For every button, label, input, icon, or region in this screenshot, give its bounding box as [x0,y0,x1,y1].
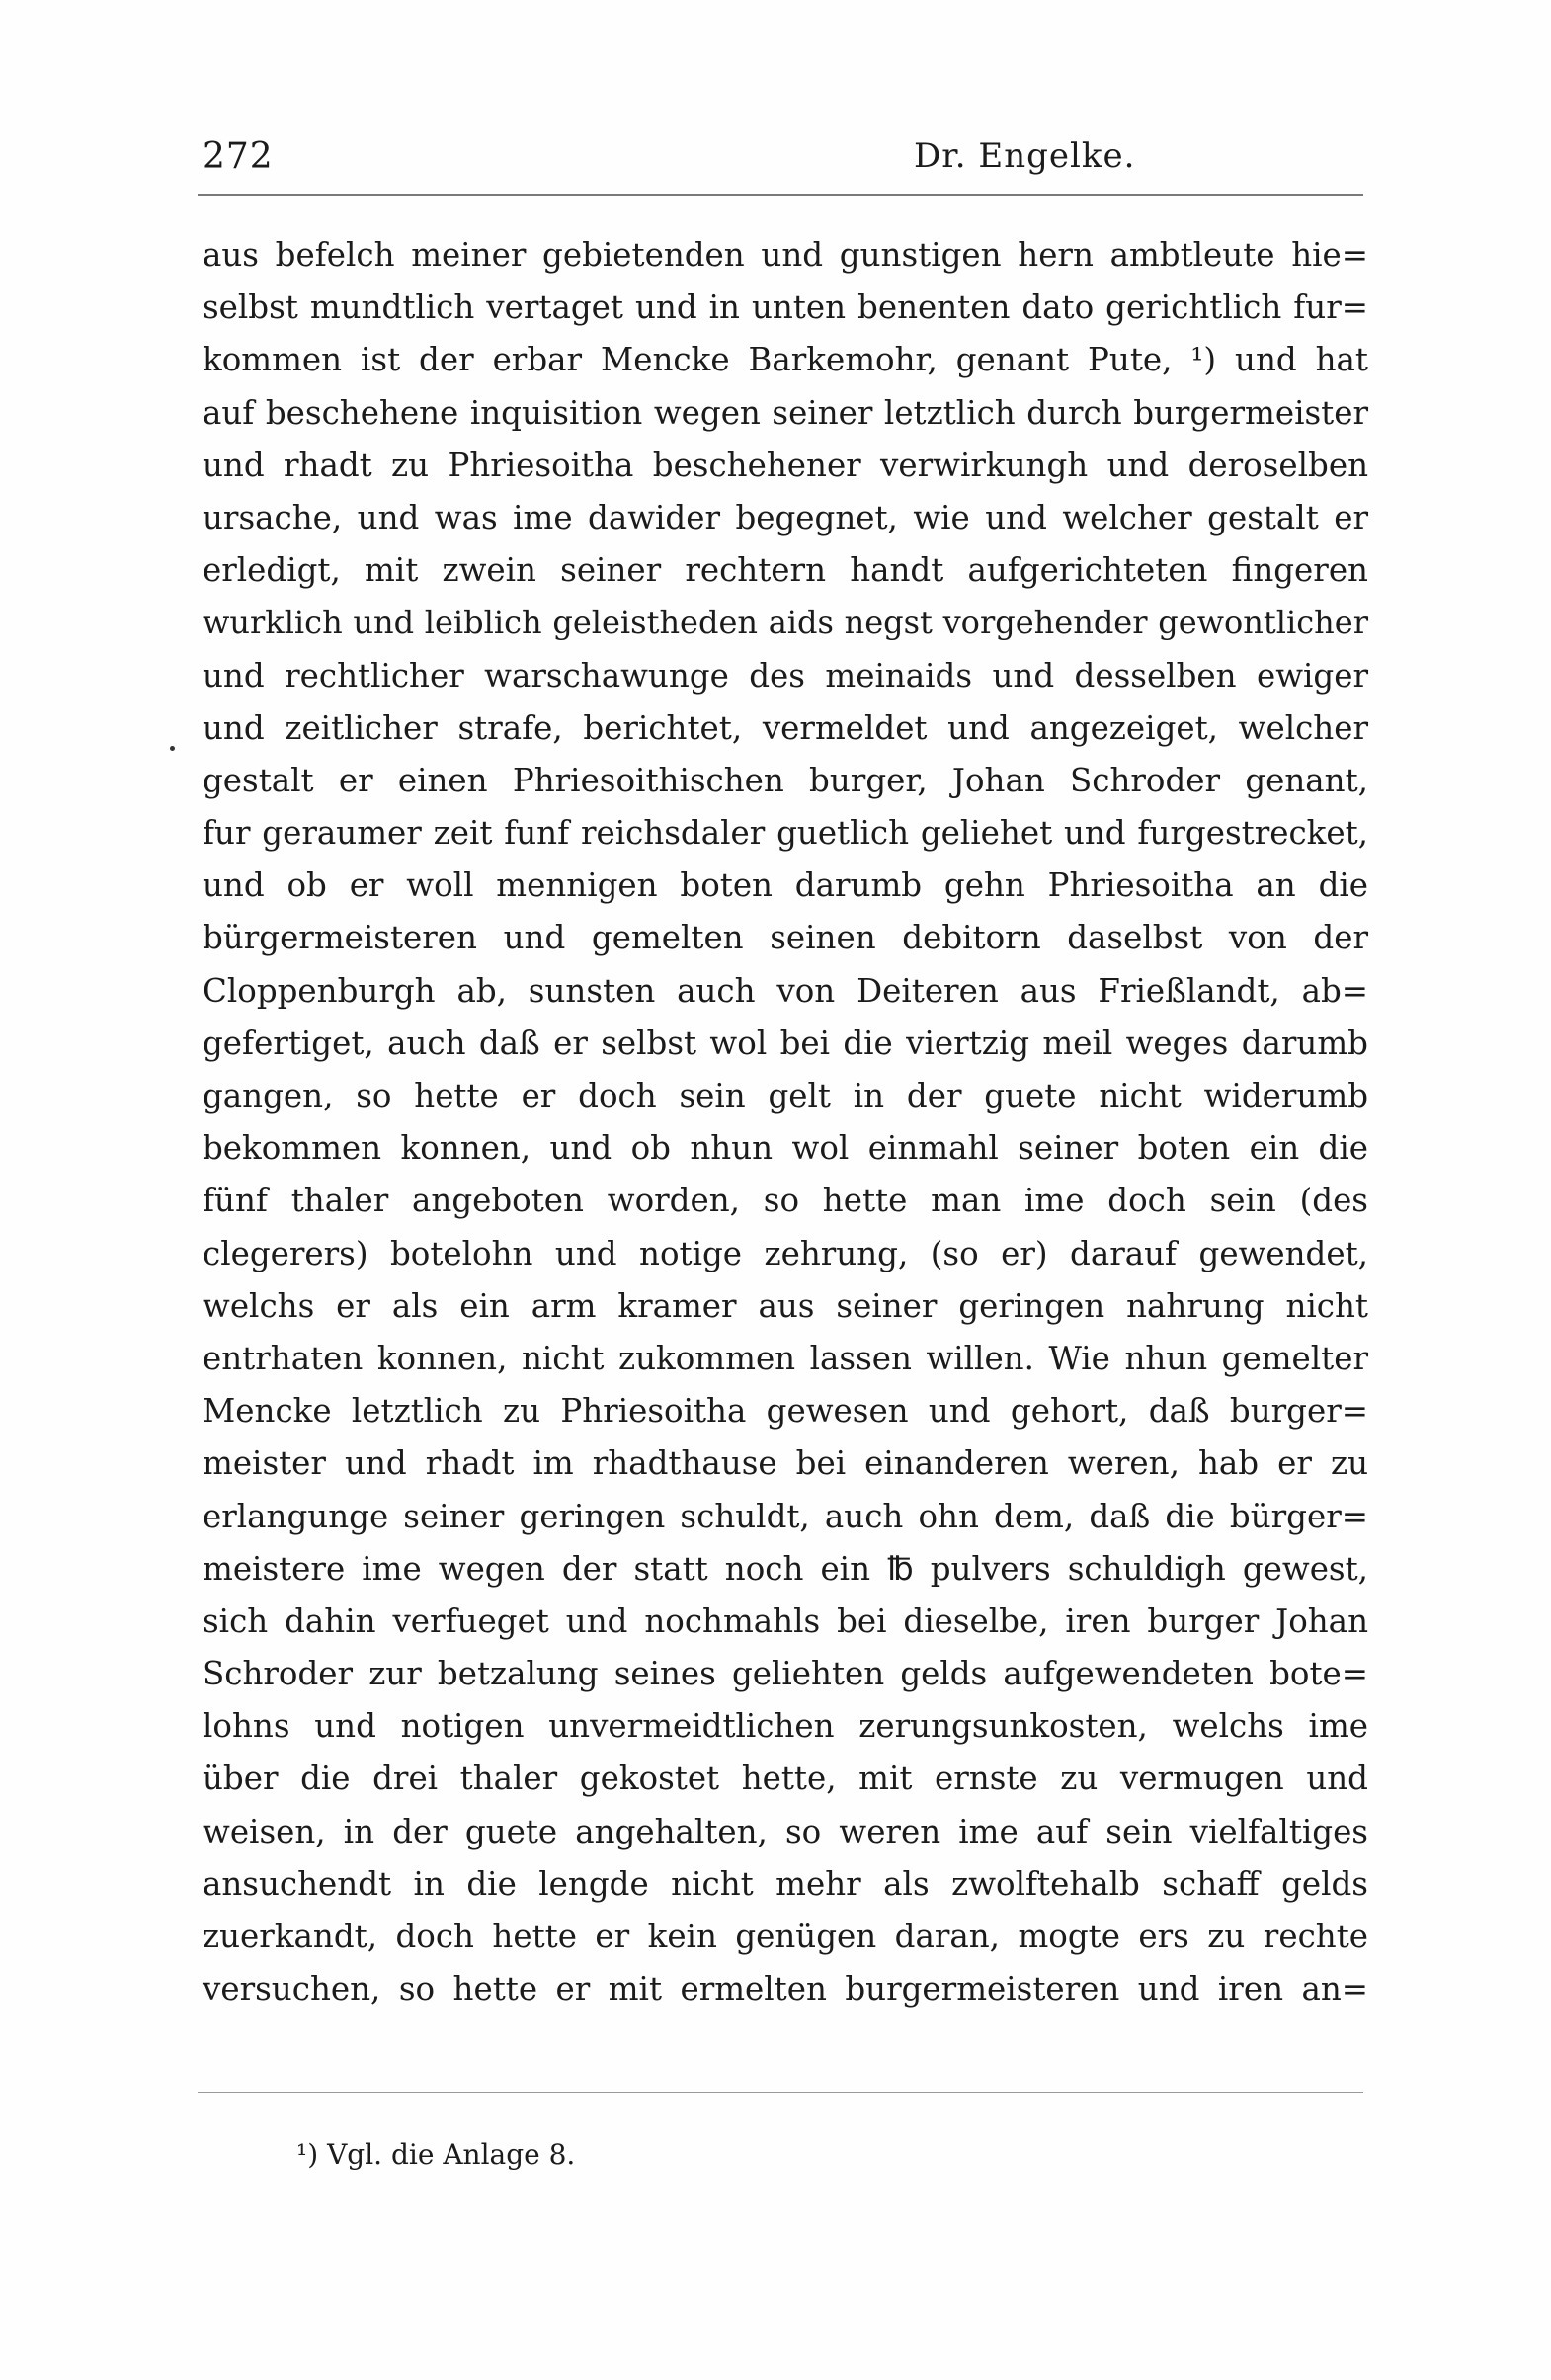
text-line: und rechtlicher warschawunge des meinaids und desselben ewiger [203,656,1368,695]
text-line: gefertiget, auch daß er selbst wol bei die viertzig meil weges darumb [203,1024,1368,1062]
text-line: welchs er als ein arm kramer aus seiner geringen nahrung nicht [203,1286,1368,1325]
text-line: und rhadt zu Phriesoitha beschehener verwirkungh und deroselben [203,446,1368,484]
margin-mark [170,746,175,751]
text-line: und ob er woll mennigen boten darumb gehn Phriesoitha an die [203,866,1368,905]
text-line: aus befelch meiner gebietenden und gunstigen hern ambtleute hie= [203,236,1368,274]
text-line: Cloppenburgh ab, sunsten auch von Deiteren aus Frießlandt, ab= [203,971,1368,1010]
text-line: und zeitlicher strafe, berichtet, vermeldet und angezeiget, welcher [203,708,1368,747]
text-line: selbst mundtlich vertaget und in unten benenten dato gerichtlich fur= [203,288,1368,327]
page-number: 272 [203,136,274,177]
text-line: gestalt er einen Phriesoithischen burger, Johan Schroder genant, [203,761,1368,799]
text-line: fünf thaler angeboten worden, so hette man ime doch sein (des [203,1182,1368,1220]
text-line: meistere ime wegen der statt noch ein ℔ pulvers schuldigh gewest, [203,1549,1368,1588]
text-line: kommen ist der erbar Mencke Barkemohr, genant Pute, ¹) und hat [203,341,1368,379]
text-line: ursache, und was ime dawider begegnet, wie und welcher gestalt er [203,498,1368,536]
footnote-marker: ¹) [296,2138,319,2171]
text-line: erledigt, mit zwein seiner rechtern handt aufgerichteten fingeren [203,551,1368,590]
text-line: sich dahin verfueget und nochmahls bei dieselbe, iren burger Johan [203,1601,1368,1640]
text-line: Mencke letztlich zu Phriesoitha gewesen und gehort, daß burger= [203,1392,1368,1431]
text-line: wurklich und leiblich geleistheden aids negst vorgehender gewontlicher [203,604,1368,642]
text-line: Schroder zur betzalung seines geliehten gelds aufgewendeten bote= [203,1655,1368,1693]
text-line: bürgermeisteren und gemelten seinen debitorn daselbst von der [203,919,1368,957]
text-line: meister und rhadt im rhadthause bei einanderen weren, hab er zu [203,1444,1368,1483]
text-line: fur geraumer zeit funf reichsdaler guetlich geliehet und furgestrecket, [203,814,1368,853]
text-line: weisen, in der guete angehalten, so weren ime auf sein vielfaltiges [203,1812,1368,1850]
text-line: zuerkandt, doch hette er kein genügen daran, mogte ers zu rechte [203,1918,1368,1955]
text-line: über die drei thaler gekostet hette, mit ernste zu vermugen und [203,1760,1368,1798]
footnote-text: Vgl. die Anlage 8. [327,2138,576,2171]
text-line: erlangunge seiner geringen schuldt, auch ohn dem, daß die bürger= [203,1497,1368,1535]
text-line: lohns und notigen unvermeidtlichen zerungsunkosten, welchs ime [203,1707,1368,1746]
text-line: auf beschehene inquisition wegen seiner letztlich durch burgermeister [203,393,1368,432]
text-line: bekommen konnen, und ob nhun wol einmahl seiner boten ein die [203,1129,1368,1168]
footnote-rule [198,2092,1363,2093]
text-line: entrhaten konnen, nicht zukommen lassen willen. Wie nhun gemelter [203,1339,1368,1377]
body-text [203,229,1368,2015]
text-line: gangen, so hette er doch sein gelt in der guete nicht widerumb [203,1077,1368,1114]
text-line: clegerers) botelohn und notige zehrung, (so er) darauf gewendet, [203,1234,1368,1272]
header-rule [198,194,1363,196]
page-header [203,136,1368,186]
text-line: ansuchendt in die lengde nicht mehr als zwolftehalb schaff gelds [203,1864,1368,1903]
running-title: Dr. Engelke. [914,136,1136,176]
footnote [296,2138,575,2171]
text-line: versuchen, so hette er mit ermelten burgermeisteren und iren an= [203,1970,1368,2009]
